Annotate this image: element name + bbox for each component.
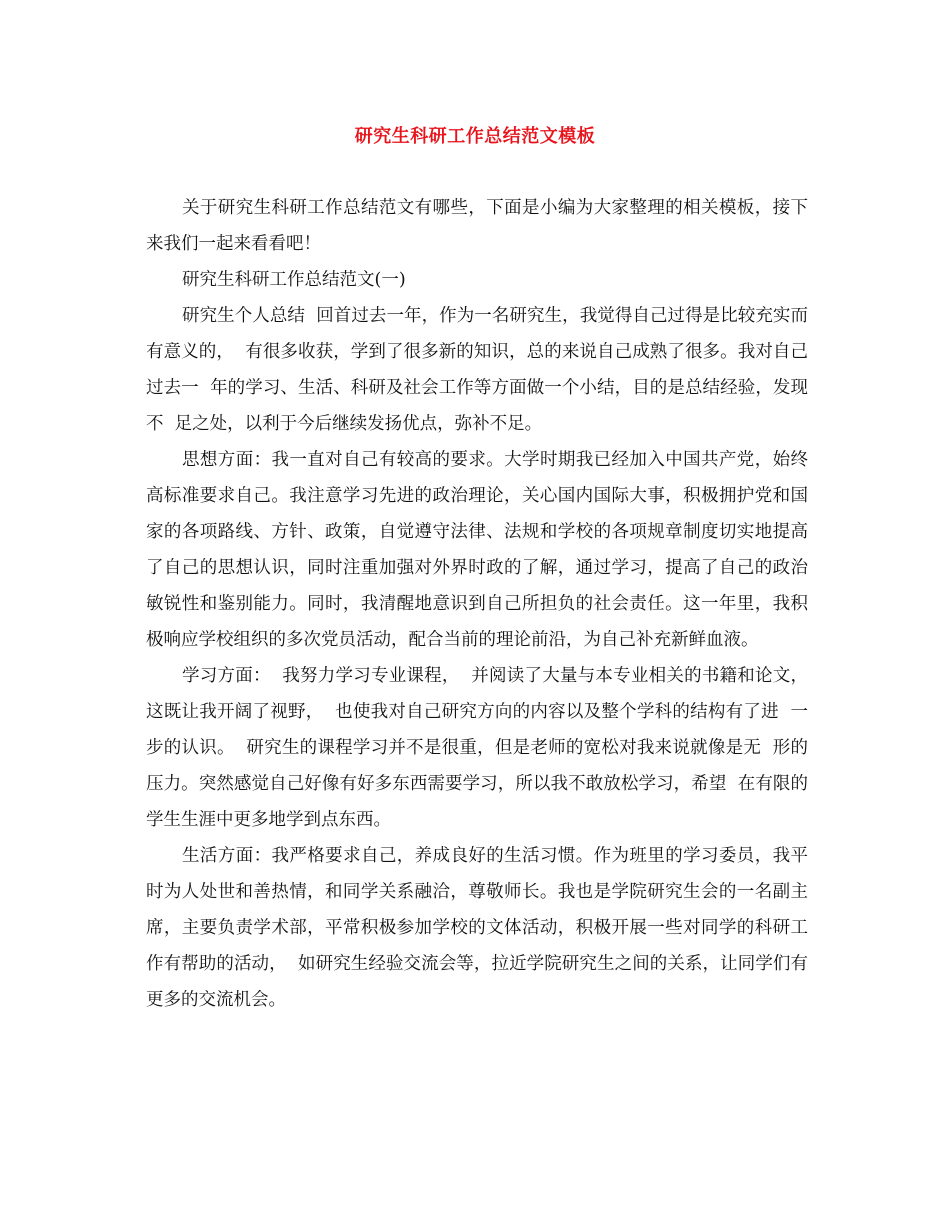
intro-paragraph: 关于研究生科研工作总结范文有哪些，下面是小编为大家整理的相关模板，接下来我们一起来看看吧！	[146, 198, 808, 254]
section-heading: 研究生科研工作总结范文(一)	[182, 270, 406, 290]
study-paragraph: 学习方面： 我努力学习专业课程， 并阅读了大量与本专业相关的书籍和论文， 这既让我开阔了视野， 也使我对自己研究方向的内容以及整个学科的结构有了进 一步的认识。 研究生的课程学习并不是很重，但是老师的宽松对我来说就像是无 形的压力。突然感觉自己好像有好多东西需要学习，所以我不敢放松学习，希望 在有限的学生生涯中更多地学到点东西。	[146, 666, 820, 830]
document-title: 研究生科研工作总结范文模板	[354, 126, 596, 147]
document-body	[146, 190, 820, 1018]
summary-paragraph: 研究生个人总结 回首过去一年，作为一名研究生，我觉得自己过得是比较充实而有意义的， 有很多收获，学到了很多新的知识，总的来说自己成熟了很多。我对自己过去一 年的学习、生活、科研及社会工作等方面做一个小结，目的是总结经验，发现不 足之处，以利于今后继续发扬优点，弥补不足。	[146, 306, 808, 434]
life-paragraph: 生活方面：我严格要求自己，养成良好的生活习惯。作为班里的学习委员，我平时为人处世和善热情，和同学关系融洽，尊敬师长。我也是学院研究生会的一名副主席，主要负责学术部，平常积极参加学校的文体活动，积极开展一些对同学的科研工作有帮助的活动， 如研究生经验交流会等，拉近学院研究生之间的关系，让同学们有更多的交流机会。	[146, 846, 808, 1010]
ideology-paragraph: 思想方面：我一直对自己有较高的要求。大学时期我已经加入中国共产党，始终高标准要求自己。我注意学习先进的政治理论，关心国内国际大事，积极拥护党和国家的各项路线、方针、政策，自觉遵守法律、法规和学校的各项规章制度切实地提高了自己的思想认识，同时注重加强对外界时政的了解，通过学习，提高了自己的政治敏锐性和鉴别能力。同时，我清醒地意识到自己所担负的社会责任。这一年里，我积极响应学校组织的多次党员活动，配合当前的理论前沿，为自己补充新鲜血液。	[146, 450, 808, 650]
